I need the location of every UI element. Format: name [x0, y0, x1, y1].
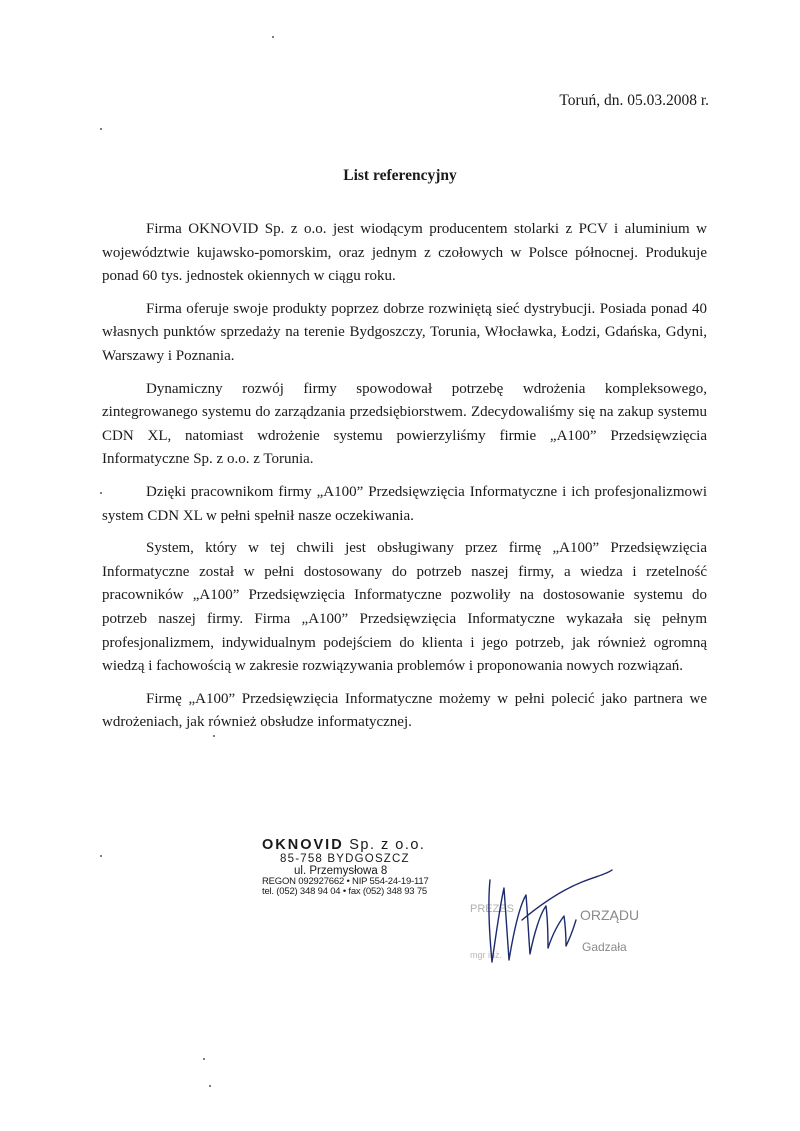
paragraph-3: Dynamiczny rozwój firmy spowodował potrzebę wdrożenia kompleksowego, zintegrowanego systemu do zarządzania przedsiębiorstwem. Zdecydowaliśmy się na zakup systemu CDN XL, natomiast wdrożenie systemu powierzyliśmy firmie „A100” Przedsięwzięcia Informatyczne Sp. z o.o. z Torunia. [102, 380, 707, 468]
paragraph-2: Firma oferuje swoje produkty poprzez dobrze rozwiniętą sieć dystrybucji. Posiada ponad 40 własnych punktów sprzedaży na terenie Bydgoszczy, Torunia, Włocławka, Łodzi, Gdańska, Gdyni, Warszawy i Poznania. [102, 300, 707, 364]
company-stamp [262, 838, 462, 897]
scan-speck [100, 128, 102, 130]
stamp-company-suffix: Sp. z o.o. [349, 837, 426, 853]
scan-speck [272, 36, 274, 38]
paragraph-1: Firma OKNOVID Sp. z o.o. jest wiodącym producentem stolarki z PCV i aluminium w województwie kujawsko-pomorskim, oraz jednym z czołowych w Polsce północnej. Produkuje ponad 60 tys. jednostek okiennych w ciągu roku. [102, 221, 707, 285]
stamp-regon-line: REGON 092927662 • NIP 554-24-19-117 [262, 876, 429, 888]
scan-speck [209, 1085, 211, 1087]
stamp-city-line: 85-758 BYDGOSZCZ [280, 853, 410, 866]
paragraph-6: Firmę „A100” Przedsięwzięcia Informatyczne możemy w pełni polecić jako partnera we wdrożeniach, jak również obsłudze informatycznej. [102, 690, 707, 731]
letter-body [102, 218, 707, 744]
stamp-street-line: ul. Przemysłowa 8 [294, 865, 388, 878]
signature-stamp-line-1: ORZĄDU [580, 907, 640, 923]
signature [462, 850, 652, 970]
letter-date: Toruń, dn. 05.03.2008 r. [559, 92, 709, 109]
scan-speck [100, 492, 102, 494]
signature-stamp-faded-1: PREZES [470, 903, 515, 915]
paragraph-4: Dzięki pracownikom firmy „A100” Przedsięwzięcia Informatyczne i ich profesjonalizmowi system CDN XL w pełni spełnił nasze oczekiwania. [102, 483, 707, 524]
signature-stamp-faded-2: mgr inż. [470, 950, 503, 960]
stamp-company-line [262, 838, 462, 853]
signature-stamp-line-2: Gadzała [582, 940, 627, 954]
stamp-company-name: OKNOVID [262, 837, 344, 853]
paragraph-5: System, który w tej chwili jest obsługiwany przez firmę „A100” Przedsięwzięcia Informatyczne został w pełni dostosowany do potrzeb naszej firmy, a wiedza i rzetelność pracowników „A100” Przedsięwzięcia Informatyczne pozwoliły na dostosowanie systemu do potrzeb naszej firmy. Firma „A100” Przedsięwzięcia Informatyczne wykazała się pełnym profesjonalizmem, indywidualnym podejściem do klienta i jego potrzeb, jak również ogromną wiedzą i fachowością w zakresie rozwiązywania problemów i proponowania nowych rozwiązań. [102, 540, 707, 675]
letter-title: List referencyjny [343, 167, 457, 184]
scan-speck [213, 735, 215, 737]
stamp-phone-line: tel. (052) 348 94 04 • fax (052) 348 93 75 [262, 886, 427, 898]
scan-speck [100, 855, 102, 857]
scan-speck [203, 1058, 205, 1060]
